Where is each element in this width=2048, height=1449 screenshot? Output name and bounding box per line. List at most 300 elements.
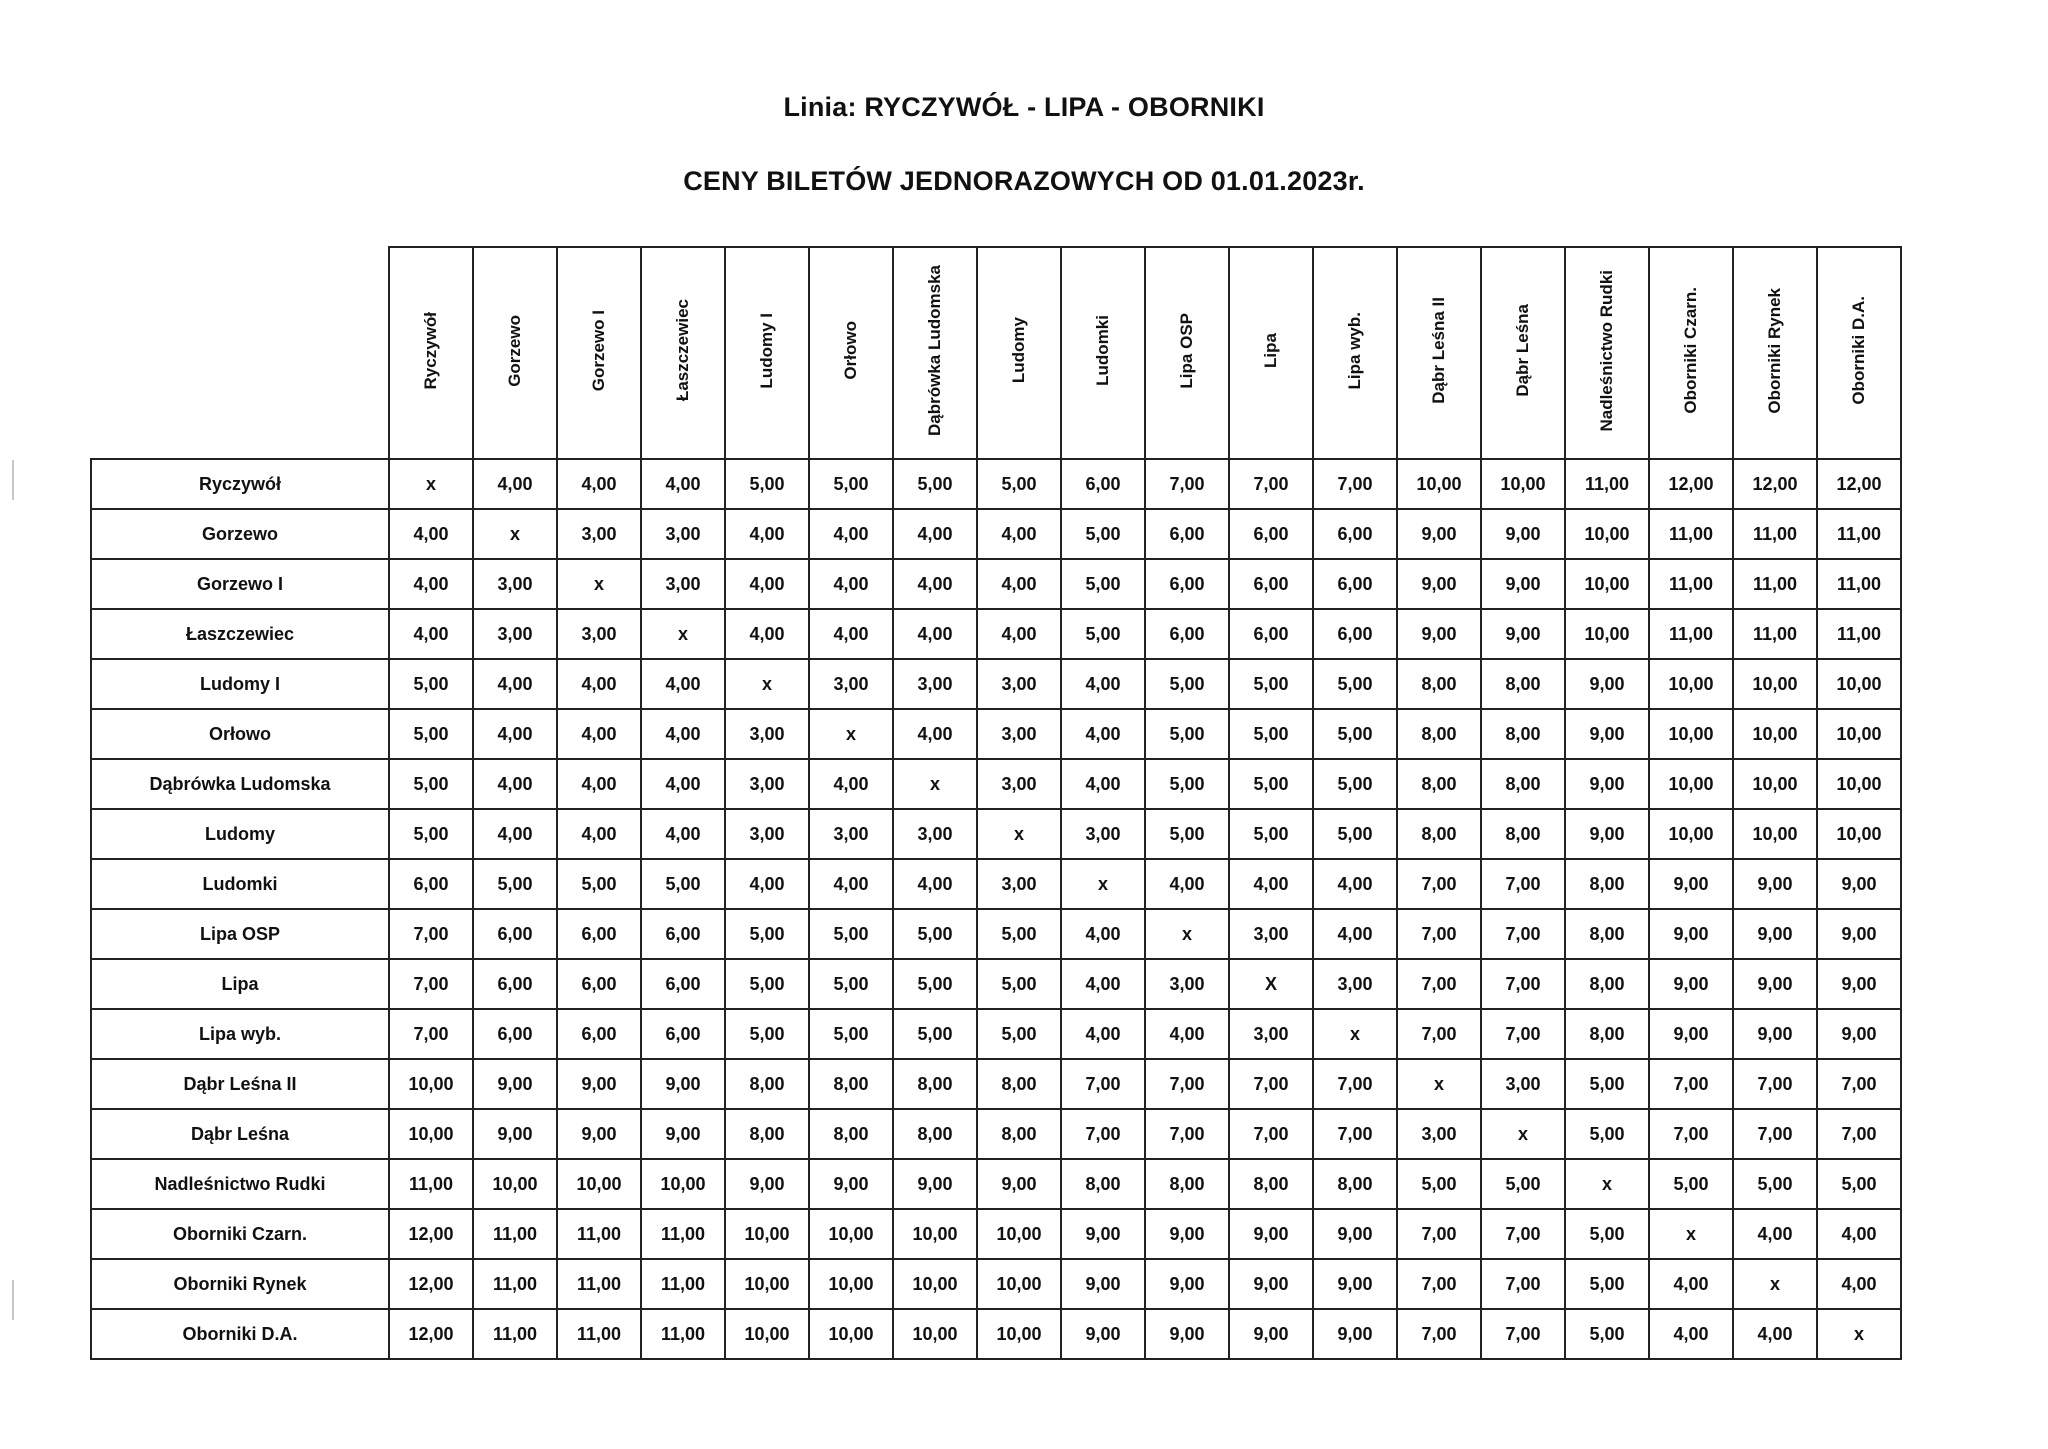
fare-cell: 6,00 [473,1009,557,1059]
fare-cell: 8,00 [1397,809,1481,859]
column-header-label: Ludomki [1093,315,1112,386]
fare-cell: 4,00 [557,709,641,759]
fare-cell: 9,00 [1733,959,1817,1009]
fare-cell: 4,00 [473,459,557,509]
fare-cell: 8,00 [1061,1159,1145,1209]
table-row [91,959,1901,1009]
table-row [91,609,1901,659]
row-header: Ludomy [91,809,389,859]
table-row [91,709,1901,759]
fare-cell: 11,00 [641,1309,725,1359]
fare-cell: 11,00 [1733,509,1817,559]
fare-cell: 7,00 [1817,1059,1901,1109]
fare-cell: 11,00 [473,1259,557,1309]
fare-cell: 11,00 [1649,509,1733,559]
fare-cell: 3,00 [557,509,641,559]
fare-cell: 8,00 [809,1059,893,1109]
fare-cell: 10,00 [1565,509,1649,559]
fare-cell: 7,00 [1397,1259,1481,1309]
fare-cell: 4,00 [809,509,893,559]
table-row [91,509,1901,559]
fare-cell: 6,00 [1229,559,1313,609]
corner-cell [91,247,389,459]
fare-cell: 4,00 [389,609,473,659]
fare-cell: 5,00 [893,909,977,959]
fare-cell: 6,00 [557,1009,641,1059]
column-header-label: Ludomy [1009,317,1028,384]
fare-cell: 5,00 [1313,759,1397,809]
fare-cell: 7,00 [1397,1009,1481,1059]
fare-cell: 5,00 [1817,1159,1901,1209]
fare-cell: 5,00 [1565,1109,1649,1159]
fare-cell: 8,00 [1229,1159,1313,1209]
fare-cell: 9,00 [1397,559,1481,609]
fare-cell: 4,00 [557,659,641,709]
fare-cell: 4,00 [473,659,557,709]
fare-cell: 7,00 [1817,1109,1901,1159]
fare-cell: 7,00 [1481,909,1565,959]
fare-cell: 8,00 [1481,759,1565,809]
column-header-label: Dąbrówka Ludomska [925,265,944,436]
fare-cell: 7,00 [1481,1259,1565,1309]
column-header-label: Łaszczewiec [673,299,692,402]
fare-cell: 9,00 [1565,709,1649,759]
column-header-label: Dąbr Leśna II [1429,297,1448,404]
fare-cell: 9,00 [473,1109,557,1159]
column-header [641,247,725,459]
fare-cell: 9,00 [1481,609,1565,659]
row-header: Dąbrówka Ludomska [91,759,389,809]
fare-cell: 3,00 [1313,959,1397,1009]
fare-cell: 10,00 [1817,759,1901,809]
fare-cell: 9,00 [1145,1209,1229,1259]
fare-cell: 10,00 [809,1209,893,1259]
fare-cell: 8,00 [893,1059,977,1109]
row-header: Lipa OSP [91,909,389,959]
fare-cell: 4,00 [725,509,809,559]
fare-cell: 5,00 [1649,1159,1733,1209]
fare-cell: 11,00 [473,1309,557,1359]
fare-cell: 4,00 [641,709,725,759]
fare-cell: 3,00 [977,709,1061,759]
fare-cell: 4,00 [893,559,977,609]
fare-cell: 9,00 [1313,1259,1397,1309]
column-header [1229,247,1313,459]
fare-cell: 11,00 [641,1209,725,1259]
fare-cell: 6,00 [473,909,557,959]
fare-cell: 3,00 [1229,1009,1313,1059]
fare-cell: 5,00 [557,859,641,909]
fare-cell: 7,00 [1229,1109,1313,1159]
fare-cell: 3,00 [557,609,641,659]
fare-cell: 7,00 [1481,859,1565,909]
fare-cell: 7,00 [1397,859,1481,909]
fare-cell: 12,00 [389,1259,473,1309]
fare-cell: 6,00 [1229,509,1313,559]
fare-cell: 4,00 [1733,1309,1817,1359]
column-header-label: Ryczywół [421,311,440,390]
fare-cell: 8,00 [1481,809,1565,859]
fare-cell: 10,00 [1649,759,1733,809]
fare-cell: 10,00 [977,1259,1061,1309]
fare-cell: 4,00 [557,809,641,859]
fare-cell: 3,00 [473,559,557,609]
table-row [91,1009,1901,1059]
fare-cell: 9,00 [893,1159,977,1209]
fare-cell: x [389,459,473,509]
fare-cell: 10,00 [809,1259,893,1309]
fare-cell: 7,00 [1397,909,1481,959]
column-header [1565,247,1649,459]
fare-cell: 8,00 [1397,659,1481,709]
fare-cell: 6,00 [1145,559,1229,609]
fare-cell: 6,00 [641,1009,725,1059]
fare-cell: x [1481,1109,1565,1159]
fare-cell: 8,00 [1313,1159,1397,1209]
fare-cell: 5,00 [893,459,977,509]
fare-cell: 7,00 [1061,1109,1145,1159]
fare-cell: 6,00 [1061,459,1145,509]
fare-cell: 3,00 [641,509,725,559]
fare-cell: 7,00 [1649,1059,1733,1109]
fare-cell: 7,00 [1649,1109,1733,1159]
column-header [389,247,473,459]
fare-cell: x [557,559,641,609]
fare-cell: 3,00 [809,659,893,709]
fare-cell: 6,00 [557,959,641,1009]
fare-cell: 5,00 [1061,609,1145,659]
fare-cell: 7,00 [1481,1209,1565,1259]
fare-cell: 8,00 [893,1109,977,1159]
fare-cell: 5,00 [1145,709,1229,759]
fare-cell: 5,00 [1061,509,1145,559]
fare-cell: 4,00 [977,559,1061,609]
row-header: Ryczywół [91,459,389,509]
fare-cell: 4,00 [1313,859,1397,909]
fare-cell: 5,00 [389,759,473,809]
fare-cell: 6,00 [641,909,725,959]
fare-cell: 6,00 [641,959,725,1009]
fare-cell: 10,00 [1733,709,1817,759]
fare-cell: 4,00 [641,659,725,709]
fare-cell: 4,00 [893,859,977,909]
fare-cell: 10,00 [809,1309,893,1359]
fare-cell: 10,00 [1565,559,1649,609]
fare-cell: 4,00 [1145,859,1229,909]
fare-cell: 11,00 [1817,559,1901,609]
column-header-label: Gorzewo [505,314,524,387]
fare-cell: 3,00 [1061,809,1145,859]
fare-cell: 6,00 [557,909,641,959]
row-header: Nadleśnictwo Rudki [91,1159,389,1209]
fare-cell: 7,00 [1397,959,1481,1009]
fare-cell: x [893,759,977,809]
fare-cell: 8,00 [977,1109,1061,1159]
fare-cell: 9,00 [1649,1009,1733,1059]
fare-cell: 3,00 [725,759,809,809]
fare-cell: 4,00 [1061,709,1145,759]
column-header-label: Orłowo [841,321,860,380]
table-row [91,1309,1901,1359]
column-header [809,247,893,459]
fare-cell: 5,00 [1061,559,1145,609]
column-header [1313,247,1397,459]
fare-cell: 7,00 [1229,1059,1313,1109]
fare-cell: 4,00 [1061,1009,1145,1059]
fare-cell: 4,00 [893,709,977,759]
fare-cell: 5,00 [1229,759,1313,809]
column-header-label: Oborniki Czarn. [1681,287,1700,414]
fare-cell: 4,00 [1817,1209,1901,1259]
fare-cell: 5,00 [725,909,809,959]
fare-cell: 9,00 [1061,1259,1145,1309]
fare-cell: X [1229,959,1313,1009]
fare-cell: 8,00 [1565,1009,1649,1059]
fare-cell: 5,00 [1313,809,1397,859]
fare-cell: 5,00 [977,459,1061,509]
fare-cell: 3,00 [893,809,977,859]
fare-cell: 5,00 [725,459,809,509]
fare-cell: 5,00 [1733,1159,1817,1209]
fare-cell: 10,00 [1565,609,1649,659]
column-header-label: Nadleśnictwo Rudki [1597,269,1616,432]
fare-cell: 4,00 [977,609,1061,659]
fare-cell: 10,00 [1733,809,1817,859]
fare-cell: 9,00 [1061,1209,1145,1259]
fare-cell: 3,00 [725,809,809,859]
fare-cell: x [725,659,809,709]
fare-cell: 11,00 [557,1259,641,1309]
fare-cell: 4,00 [725,859,809,909]
fare-cell: 4,00 [1817,1259,1901,1309]
fare-cell: 5,00 [389,709,473,759]
table-row [91,1109,1901,1159]
column-header-label: Lipa wyb. [1345,311,1364,390]
column-header-label: Ludomy I [757,312,776,389]
fare-cell: 5,00 [1565,1209,1649,1259]
fare-cell: 9,00 [1649,959,1733,1009]
fare-cell: 4,00 [809,859,893,909]
scan-artifact [12,460,14,500]
fare-cell: 10,00 [725,1309,809,1359]
fare-cell: 5,00 [1145,659,1229,709]
fare-cell: 5,00 [641,859,725,909]
fare-cell: 4,00 [1061,959,1145,1009]
fare-cell: 4,00 [1649,1259,1733,1309]
fare-cell: 4,00 [1061,909,1145,959]
fare-cell: 3,00 [641,559,725,609]
fare-cell: 11,00 [473,1209,557,1259]
fare-cell: 7,00 [1229,459,1313,509]
fare-cell: 9,00 [1229,1309,1313,1359]
fare-cell: 5,00 [1229,709,1313,759]
row-header: Lipa [91,959,389,1009]
fare-cell: 4,00 [893,509,977,559]
fare-cell: 10,00 [977,1209,1061,1259]
fare-cell: 8,00 [977,1059,1061,1109]
fare-cell: 9,00 [1817,959,1901,1009]
fare-cell: 8,00 [1481,659,1565,709]
column-header-label: Dąbr Leśna [1513,304,1532,397]
fare-cell: 3,00 [977,859,1061,909]
fare-cell: 12,00 [389,1209,473,1259]
fare-cell: 9,00 [1145,1259,1229,1309]
fare-cell: 4,00 [1145,1009,1229,1059]
fare-cell: 10,00 [725,1259,809,1309]
fare-cell: 4,00 [1313,909,1397,959]
fare-cell: 10,00 [557,1159,641,1209]
table-row [91,1259,1901,1309]
fare-cell: 4,00 [1061,759,1145,809]
fare-cell: 6,00 [1229,609,1313,659]
column-header [1061,247,1145,459]
fare-cell: 8,00 [1397,709,1481,759]
fare-cell: 5,00 [977,1009,1061,1059]
row-header: Gorzewo [91,509,389,559]
fare-cell: x [1817,1309,1901,1359]
fare-cell: 6,00 [1145,609,1229,659]
fare-cell: 9,00 [1733,909,1817,959]
row-header: Dąbr Leśna [91,1109,389,1159]
fare-cell: 11,00 [1649,609,1733,659]
fare-cell: 10,00 [1481,459,1565,509]
fare-cell: 4,00 [725,559,809,609]
fare-cell: 4,00 [473,809,557,859]
table-row [91,859,1901,909]
fare-cell: 8,00 [1481,709,1565,759]
fare-cell: 5,00 [725,959,809,1009]
fare-cell: 4,00 [809,759,893,809]
fare-cell: 5,00 [809,959,893,1009]
fare-cell: 8,00 [725,1059,809,1109]
fare-cell: 9,00 [725,1159,809,1209]
fare-cell: 5,00 [977,959,1061,1009]
fare-cell: 10,00 [893,1209,977,1259]
fare-cell: 6,00 [1313,509,1397,559]
fare-cell: 9,00 [1733,859,1817,909]
fare-cell: 10,00 [389,1059,473,1109]
fare-cell: 5,00 [1313,709,1397,759]
fare-cell: 10,00 [641,1159,725,1209]
fare-cell: 4,00 [977,509,1061,559]
fare-cell: 5,00 [1145,809,1229,859]
fare-cell: 4,00 [473,709,557,759]
fare-cell: 7,00 [1397,1309,1481,1359]
fare-cell: 10,00 [893,1259,977,1309]
fare-cell: 5,00 [1145,759,1229,809]
fare-cell: 11,00 [557,1309,641,1359]
fare-cell: x [1397,1059,1481,1109]
fare-cell: 3,00 [893,659,977,709]
fare-cell: 12,00 [1733,459,1817,509]
fare-cell: 9,00 [1061,1309,1145,1359]
fare-cell: 5,00 [473,859,557,909]
fare-cell: x [641,609,725,659]
row-header: Łaszczewiec [91,609,389,659]
fare-cell: 7,00 [1481,1309,1565,1359]
fare-cell: 9,00 [1565,809,1649,859]
column-header-label: Oborniki Rynek [1765,287,1784,414]
fare-cell: 9,00 [977,1159,1061,1209]
fare-cell: 4,00 [389,559,473,609]
fare-cell: 5,00 [389,659,473,709]
fare-cell: 9,00 [641,1109,725,1159]
fare-cell: 9,00 [1565,659,1649,709]
fare-cell: 7,00 [1145,1109,1229,1159]
fare-cell: 4,00 [1733,1209,1817,1259]
fare-cell: 4,00 [641,809,725,859]
column-header-label: Gorzewo I [589,309,608,392]
fare-cell: 12,00 [1817,459,1901,509]
fare-cell: 3,00 [977,659,1061,709]
fare-cell: 4,00 [1649,1309,1733,1359]
fare-cell: 9,00 [1397,509,1481,559]
fare-cell: 10,00 [1649,659,1733,709]
fare-cell: 4,00 [893,609,977,659]
fare-cell: 5,00 [1565,1309,1649,1359]
fare-cell: 9,00 [557,1109,641,1159]
row-header: Orłowo [91,709,389,759]
fare-cell: 4,00 [389,509,473,559]
fare-cell: 4,00 [641,459,725,509]
row-header: Oborniki Rynek [91,1259,389,1309]
fare-cell: 7,00 [1481,1009,1565,1059]
fare-cell: 10,00 [389,1109,473,1159]
fare-cell: 5,00 [1229,659,1313,709]
column-header [557,247,641,459]
fare-cell: 8,00 [1565,859,1649,909]
fare-cell: 3,00 [725,709,809,759]
fare-cell: 10,00 [725,1209,809,1259]
fare-cell: 11,00 [1733,559,1817,609]
column-header [977,247,1061,459]
fare-cell: 10,00 [977,1309,1061,1359]
fare-cell: 5,00 [1397,1159,1481,1209]
fare-cell: 9,00 [1229,1259,1313,1309]
fare-table-body [91,459,1901,1359]
fare-cell: 9,00 [1817,1009,1901,1059]
fare-cell: 8,00 [1397,759,1481,809]
column-header [1733,247,1817,459]
fare-cell: 9,00 [1313,1309,1397,1359]
fare-cell: 9,00 [641,1059,725,1109]
fare-cell: 9,00 [1649,909,1733,959]
fare-cell: 6,00 [1145,509,1229,559]
fare-cell: 6,00 [473,959,557,1009]
fare-cell: 5,00 [809,1009,893,1059]
table-row [91,1209,1901,1259]
page-subtitle: CENY BILETÓW JEDNORAZOWYCH OD 01.01.2023r. [683,166,1365,196]
fare-cell: 9,00 [1481,559,1565,609]
fare-cell: 4,00 [557,759,641,809]
fare-cell: 9,00 [1649,859,1733,909]
fare-cell: 11,00 [1649,559,1733,609]
row-header: Oborniki D.A. [91,1309,389,1359]
fare-cell: 10,00 [1733,759,1817,809]
row-header: Lipa wyb. [91,1009,389,1059]
fare-cell: 11,00 [389,1159,473,1209]
fare-cell: 7,00 [1145,459,1229,509]
fare-cell: 7,00 [389,959,473,1009]
fare-cell: 3,00 [809,809,893,859]
fare-cell: 3,00 [473,609,557,659]
fare-cell: 12,00 [1649,459,1733,509]
fare-cell: 10,00 [1817,709,1901,759]
fare-cell: 5,00 [1313,659,1397,709]
fare-cell: 5,00 [1229,809,1313,859]
fare-cell: 5,00 [809,909,893,959]
fare-cell: 10,00 [893,1309,977,1359]
